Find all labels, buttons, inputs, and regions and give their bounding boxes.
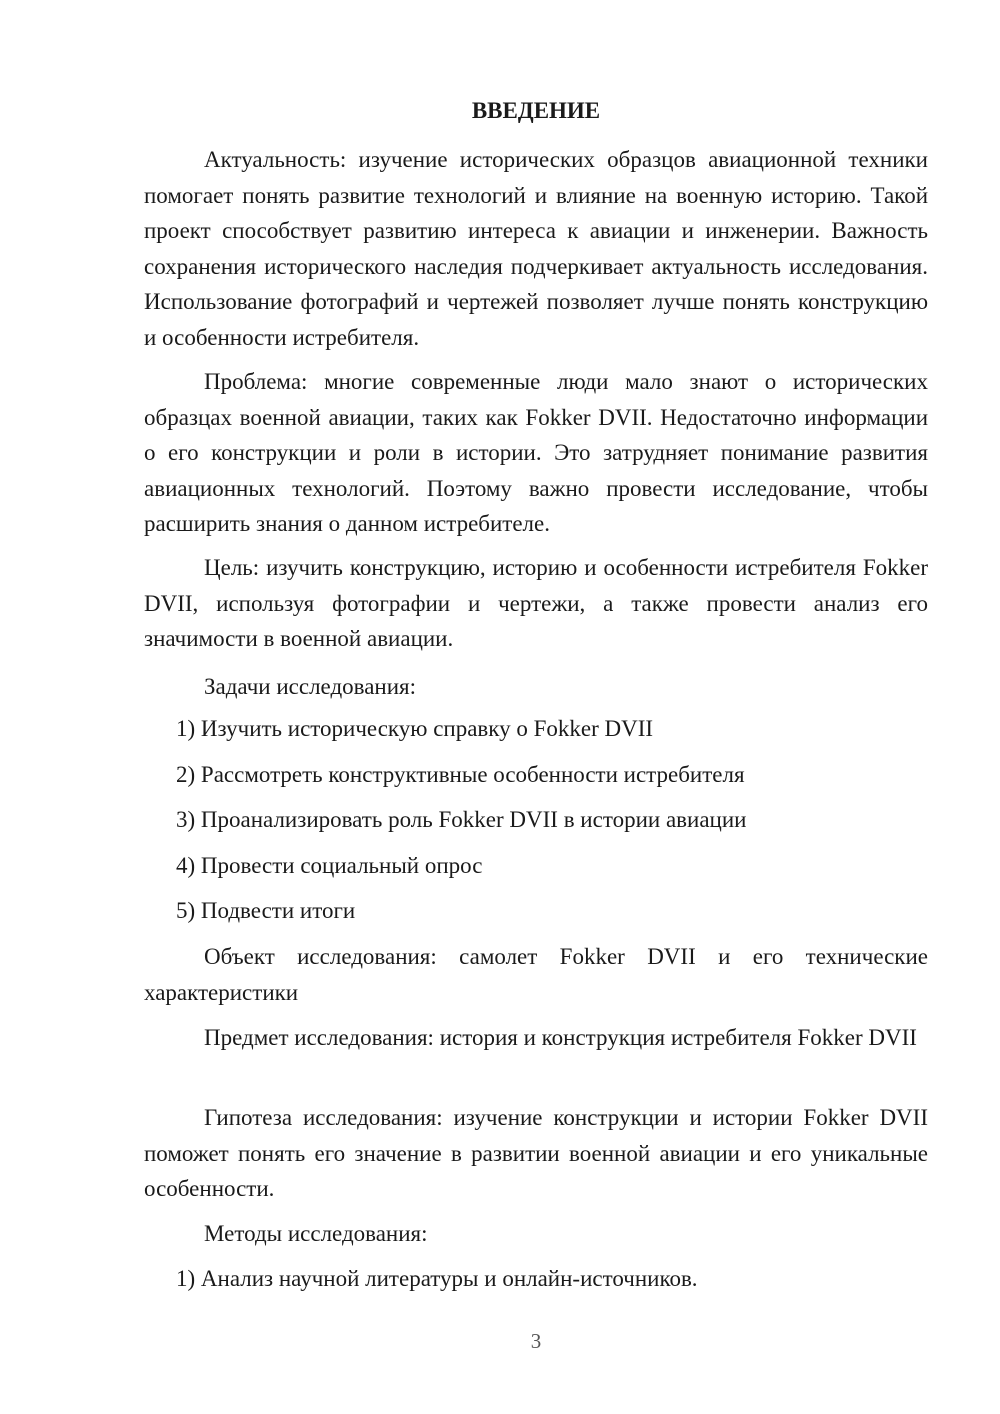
tasks-title: Задачи исследования:: [204, 674, 417, 699]
relevance-paragraph: Актуальность: изучение исторических образцов авиационной техники помогает понять развитие технологий и влияние на военную историю. Такой проект способствует развитию интереса к авиации и инженерии. Важность сохранения исторического наследия подчеркивает актуальность исследования. Использование фотографий и чертежей позволяет лучше понять конструкцию и особенности истребителя.: [144, 147, 928, 350]
page-number: 3: [530, 1329, 542, 1353]
goal-paragraph: Цель: изучить конструкцию, историю и особенности истребителя Fokker DVII, используя фотографии и чертежи, а также провести анализ его значимости в военной авиации.: [144, 555, 928, 651]
problem-paragraph: Проблема: многие современные люди мало знают о исторических образцах военной авиации, таких как Fokker DVII. Недостаточно информации о его конструкции и роли в истории. Это затрудняет понимание развития авиационных технологий. Поэтому важно провести исследование, чтобы расширить знания о данном истребителе.: [144, 369, 928, 536]
task-item: 2) Рассмотреть конструктивные особенности истребителя: [176, 762, 745, 787]
methods-title: Методы исследования:: [204, 1221, 428, 1246]
section-heading: ВВЕДЕНИЕ: [471, 98, 601, 123]
task-item: 4) Провести социальный опрос: [176, 853, 483, 878]
task-item: 3) Проанализировать роль Fokker DVII в истории авиации: [176, 807, 747, 832]
method-item: 1) Анализ научной литературы и онлайн-источников.: [176, 1266, 698, 1291]
object-paragraph: Объект исследования: самолет Fokker DVII и его технические характеристики: [144, 944, 928, 1005]
hypothesis-paragraph: Гипотеза исследования: изучение конструкции и истории Fokker DVII поможет понять его значение в развитии военной авиации и его уникальные особенности.: [144, 1105, 928, 1201]
task-item: 1) Изучить историческую справку о Fokker DVII: [176, 716, 654, 741]
task-item: 5) Подвести итоги: [176, 898, 356, 923]
subject-paragraph: Предмет исследования: история и конструкция истребителя Fokker DVII: [204, 1025, 917, 1050]
